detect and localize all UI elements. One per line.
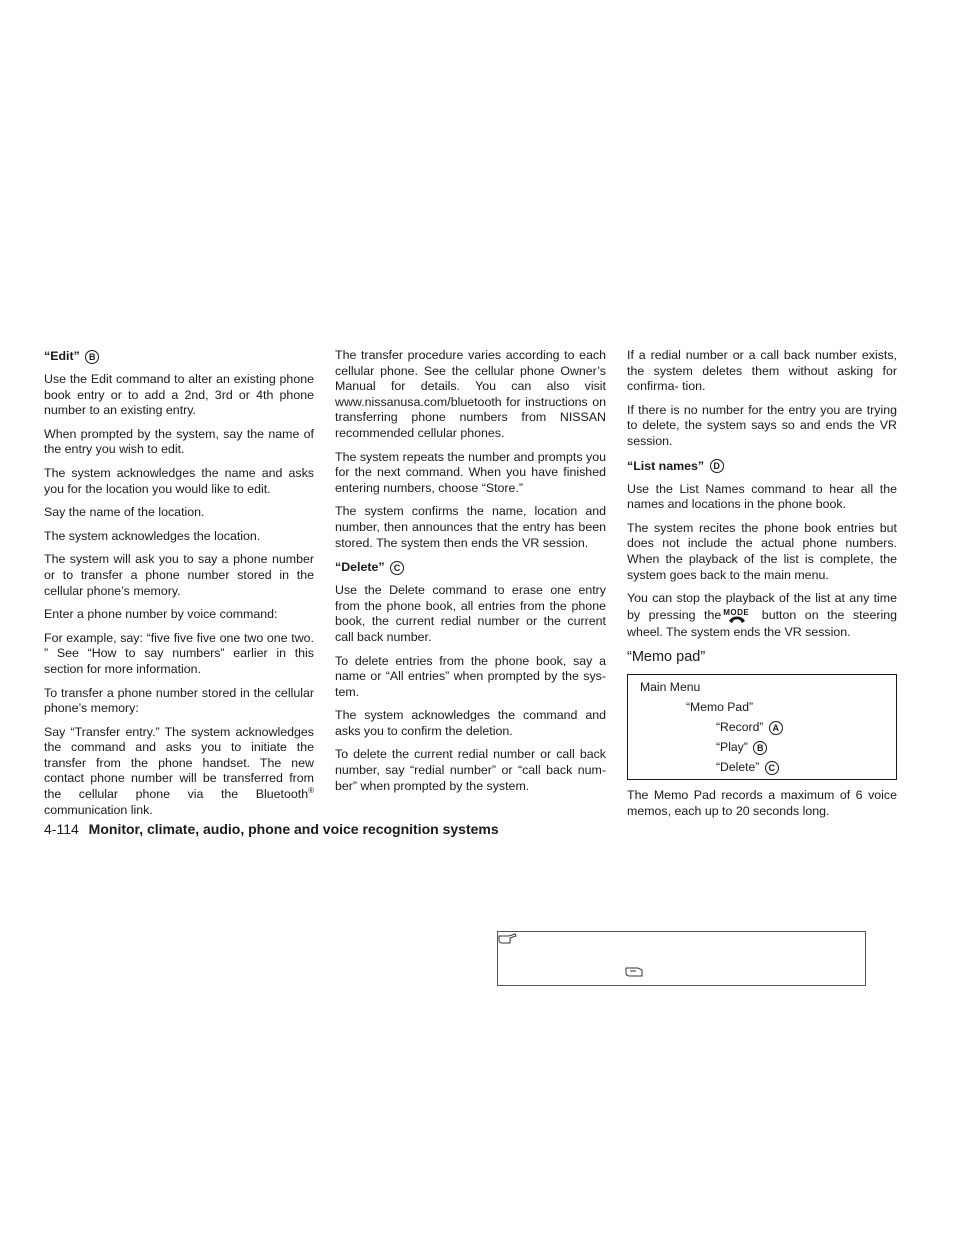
page-number: 4-114 <box>44 821 79 837</box>
paragraph: If there is no number for the entry you are trying to delete, the system says so and ends the VR session. <box>627 402 897 448</box>
paragraph: When prompted by the system, say the name of the entry you wish to edit. <box>44 426 314 457</box>
paragraph: The system will ask you to say a phone number or to transfer a phone number stored in the cellular phone’s memory. <box>44 552 314 598</box>
paragraph: The system repeats the number and prompts you for the next command. When you have finished entering numbers, choose “Store.” <box>335 449 606 495</box>
registered-mark: ® <box>308 785 314 795</box>
paragraph: To delete the current redial number or call back number, say “redial number” or “call back num- ber” when prompted by the system. <box>335 747 606 793</box>
badge-c-icon: C <box>765 761 779 775</box>
footer-title: Monitor, climate, audio, phone and voice recognition systems <box>88 821 499 837</box>
memo-pad-heading: “Memo pad” <box>627 649 706 666</box>
pointing-hand-icon <box>624 965 644 984</box>
page-footer <box>44 820 499 838</box>
paragraph: You can stop the playback of the list at any time by pressing the MODE button on the steering wheel. The system ends the VR session. <box>627 591 897 639</box>
badge-a-icon: A <box>769 721 783 735</box>
badge-c-icon: C <box>390 561 404 575</box>
paragraph: The system acknowledges the location. <box>44 528 261 543</box>
paragraph: Use the Delete command to erase one entry from the phone book, all entries from the phone book, the current redial number or the current call back number. <box>335 583 606 644</box>
paragraph: The system acknowledges the name and asks you for the location you would like to edit. <box>44 465 314 496</box>
paragraph: For example, say: “five five five one two one two. ” See “How to say numbers” earlier in this section for more information. <box>44 630 314 676</box>
paragraph: The system confirms the name, location and number, then announces that the entry has been stored. The system then ends the VR session. <box>335 504 606 550</box>
paragraph: The system recites the phone book entries but does not include the actual phone numbers. When the playback of the list is complete, the system goes back to the main menu. <box>627 520 897 582</box>
menu-record: “Record” A <box>640 717 896 737</box>
badge-b-icon: B <box>85 350 99 364</box>
badge-d-icon: D <box>710 459 724 473</box>
menu-main: Main Menu <box>640 680 701 695</box>
paragraph: The transfer procedure varies according to each cellular phone. See the cellular phone Owner’s Manual for details. You can also visit www.nissanusa.com/bluetooth for instructions on transferring phone numbers from NISSAN recommended cellular phones. <box>335 348 606 440</box>
paragraph: Use the Edit command to alter an existing phone book entry or to add a 2nd, 3rd or 4th phone number to an existing entry. <box>44 372 314 418</box>
paragraph: Use the List Names command to hear all the names and locations in the phone book. <box>627 481 897 512</box>
paragraph: Say “Transfer entry.” The system acknowledges the command and asks you to initiate the transfer from the phone handset. The new contact phone number will be transferred from the cellular phone via the Bluetooth® communication link. <box>44 724 314 817</box>
paragraph: If a redial number or a call back number exists, the system deletes them without asking for confirma- tion. <box>627 348 897 394</box>
paragraph: To transfer a phone number stored in the cellular phone’s memory: <box>44 685 314 716</box>
column-3 <box>627 348 897 828</box>
pointing-hand-icon <box>498 932 518 951</box>
paragraph: To delete entries from the phone book, say a name or “All entries” when prompted by the sys- tem. <box>335 653 606 699</box>
menu-play: “Play” B <box>640 737 896 757</box>
paragraph: Say the name of the location. <box>44 505 205 520</box>
paragraph: The system acknowledges the command and asks you to confirm the deletion. <box>335 708 606 738</box>
note-box <box>497 931 866 986</box>
edit-heading: “Edit” B <box>44 348 314 364</box>
delete-heading: “Delete” C <box>335 559 606 575</box>
paragraph: Enter a phone number by voice command: <box>44 607 278 622</box>
menu-diagram <box>627 674 897 780</box>
menu-memo-pad: “Memo Pad” <box>686 700 754 715</box>
paragraph: The Memo Pad records a maximum of 6 voice memos, each up to 20 seconds long. <box>627 788 897 818</box>
column-1 <box>44 348 314 826</box>
menu-delete: “Delete” C <box>640 757 896 777</box>
list-names-heading: “List names” D <box>627 458 897 474</box>
mode-phone-icon: MODE <box>721 607 753 625</box>
column-2 <box>335 348 606 802</box>
badge-b-icon: B <box>753 741 767 755</box>
